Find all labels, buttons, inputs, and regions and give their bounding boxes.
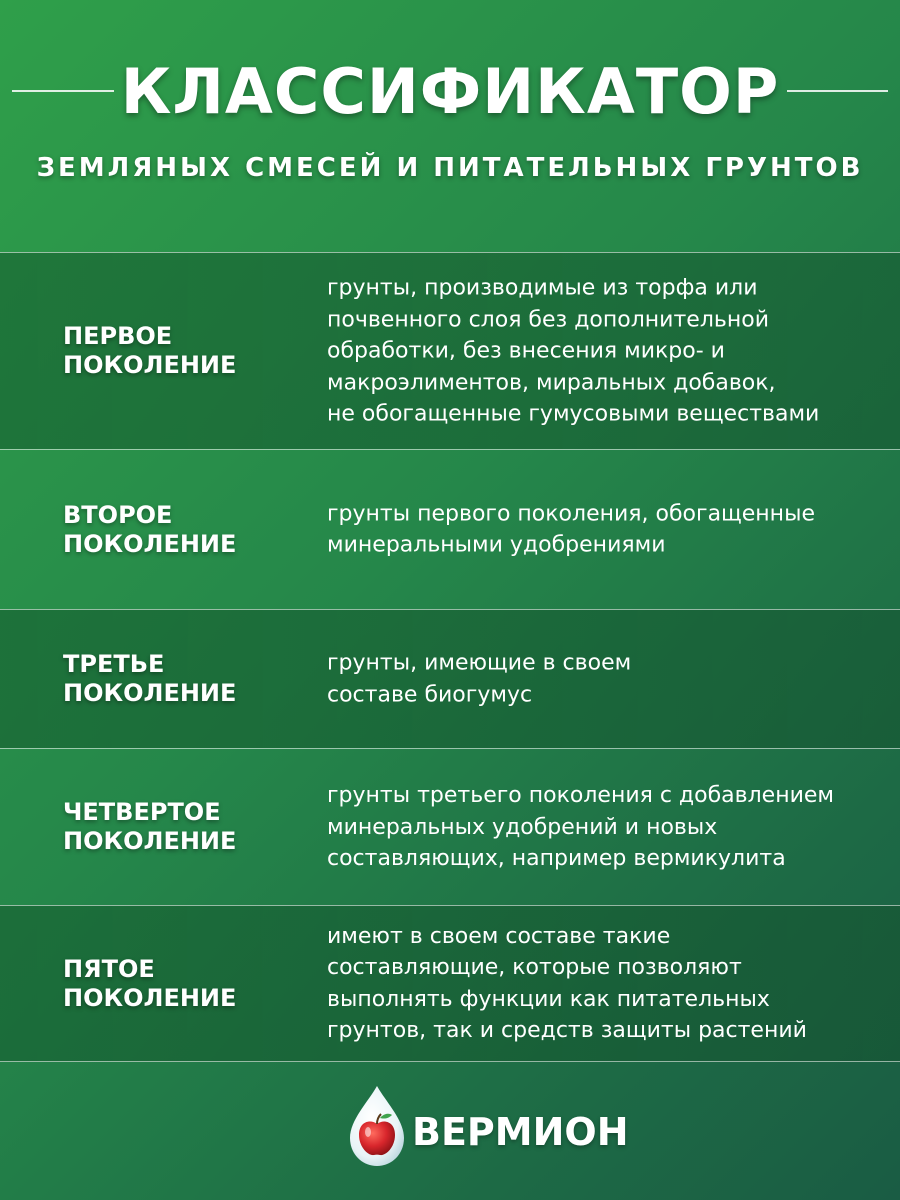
generation-label-line2: ПОКОЛЕНИЕ: [63, 351, 237, 379]
title-row: [0, 52, 900, 132]
generation-label: [63, 650, 303, 708]
description-line: составляющих, например вермикулита: [327, 845, 786, 871]
description-line: минеральными удобрениями: [327, 532, 666, 558]
generation-description: [327, 921, 887, 1047]
generation-row-second: [0, 449, 900, 609]
generation-label-line1: ЧЕТВЕРТОЕ: [63, 798, 221, 826]
generation-label: [63, 798, 303, 856]
generation-label: [63, 501, 303, 559]
description-line: обработки, без внесения микро- и: [327, 338, 725, 364]
generation-description: [327, 648, 887, 711]
description-line: выполнять функции как питательных: [327, 986, 770, 1012]
generation-label-line1: ПЕРВОЕ: [63, 322, 173, 350]
description-line: грунты первого поколения, обогащенные: [327, 501, 815, 526]
description-line: грунты третьего поколения с добавлением: [327, 782, 835, 808]
generation-label: [63, 322, 303, 380]
brand-name: ВЕРМИОН: [412, 1110, 629, 1154]
brand-logo: [346, 1084, 629, 1176]
description-line: имеют в своем составе такие: [327, 923, 671, 949]
page-title: КЛАССИФИКАТОР: [120, 55, 780, 128]
apple-drop-icon: [346, 1084, 408, 1168]
description-line: макроэлиментов, миральных добавок,: [327, 369, 776, 395]
generation-label-line2: ПОКОЛЕНИЕ: [63, 827, 237, 855]
generation-label-line1: ПЯТОЕ: [63, 954, 155, 983]
description-line: минеральных удобрений и новых: [327, 814, 718, 840]
generation-row-fifth: [0, 905, 900, 1062]
generation-description: [327, 780, 887, 875]
generation-label-line1: ВТОРОЕ: [63, 500, 173, 529]
title-divider-right: [787, 90, 888, 92]
title-divider-left: [12, 90, 114, 92]
description-line: грунты, производимые из торфа или: [327, 275, 758, 301]
description-line: не обогащенные гумусовыми веществами: [327, 401, 820, 427]
generation-label-line2: ПОКОЛЕНИЕ: [63, 679, 237, 707]
generation-label: [63, 955, 303, 1013]
generation-row-fourth: [0, 748, 900, 905]
description-line: грунтов, так и средств защиты растений: [327, 1018, 807, 1043]
description-line: грунты, имеющие в своем: [327, 650, 632, 676]
description-line: составе биогумус: [327, 682, 533, 707]
generation-description: [327, 498, 887, 561]
generation-row-first: [0, 252, 900, 449]
description-line: почвенного слоя без дополнительной: [327, 306, 769, 332]
generation-label-line1: ТРЕТЬЕ: [63, 650, 165, 678]
generation-row-third: [0, 609, 900, 748]
generation-description: [327, 272, 887, 430]
footer: [0, 1062, 900, 1200]
generation-label-line2: ПОКОЛЕНИЕ: [63, 983, 237, 1012]
page-subtitle: ЗЕМЛЯНЫХ СМЕСЕЙ И ПИТАТЕЛЬНЫХ ГРУНТОВ: [36, 153, 864, 183]
classification-table: [0, 252, 900, 1062]
description-line: составляющие, которые позволяют: [327, 955, 742, 980]
generation-label-line2: ПОКОЛЕНИЕ: [63, 529, 237, 558]
header: [0, 0, 900, 252]
